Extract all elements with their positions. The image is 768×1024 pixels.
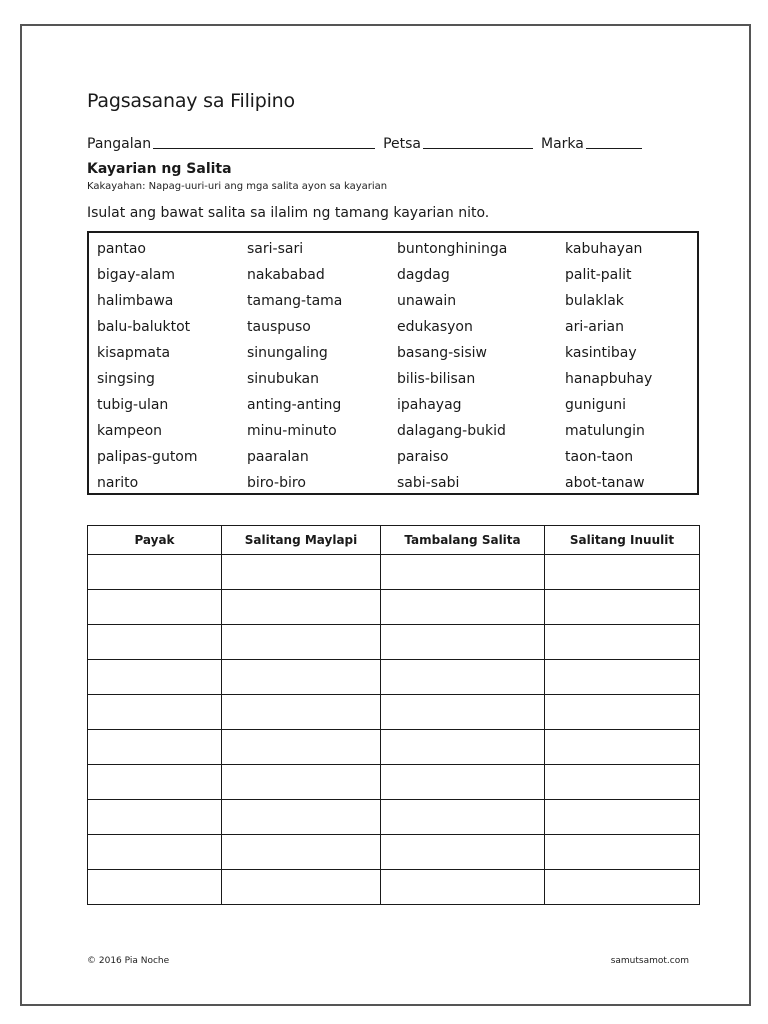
word-item: guniguni bbox=[565, 397, 627, 413]
answer-cell[interactable] bbox=[381, 660, 545, 695]
word-item: abot-tanaw bbox=[565, 475, 645, 491]
word-item: sabi-sabi bbox=[397, 475, 460, 491]
header-tambalan: Tambalang Salita bbox=[381, 526, 545, 555]
answer-cell[interactable] bbox=[381, 870, 545, 905]
answer-cell[interactable] bbox=[545, 590, 700, 625]
header-inuulit: Salitang Inuulit bbox=[545, 526, 700, 555]
header-maylapi: Salitang Maylapi bbox=[222, 526, 381, 555]
answer-table-body bbox=[88, 555, 700, 905]
answer-cell[interactable] bbox=[381, 695, 545, 730]
answer-cell[interactable] bbox=[222, 800, 381, 835]
word-item: tubig-ulan bbox=[97, 397, 169, 413]
answer-cell[interactable] bbox=[381, 555, 545, 590]
answer-row bbox=[88, 870, 700, 905]
answer-cell[interactable] bbox=[545, 625, 700, 660]
word-item: biro-biro bbox=[247, 475, 306, 491]
answer-cell[interactable] bbox=[545, 800, 700, 835]
answer-row bbox=[88, 835, 700, 870]
word-item: halimbawa bbox=[97, 293, 174, 309]
name-blank[interactable] bbox=[153, 134, 375, 149]
answer-row bbox=[88, 765, 700, 800]
student-info-row bbox=[87, 130, 699, 152]
score-blank[interactable] bbox=[586, 134, 642, 149]
answer-cell[interactable] bbox=[381, 835, 545, 870]
word-item: kabuhayan bbox=[565, 241, 643, 257]
word-column bbox=[247, 236, 397, 496]
name-label: Pangalan bbox=[87, 136, 152, 152]
footer bbox=[87, 956, 689, 966]
word-item: tamang-tama bbox=[247, 293, 343, 309]
score-label: Marka bbox=[541, 136, 584, 152]
answer-cell[interactable] bbox=[381, 800, 545, 835]
answer-cell[interactable] bbox=[545, 555, 700, 590]
answer-cell[interactable] bbox=[545, 765, 700, 800]
word-item: narito bbox=[97, 475, 139, 491]
word-item: ari-arian bbox=[565, 319, 624, 335]
worksheet-title: Pagsasanay sa Filipino bbox=[87, 90, 295, 112]
word-item: hanapbuhay bbox=[565, 371, 653, 387]
word-item: bilis-bilisan bbox=[397, 371, 476, 387]
word-item: palipas-gutom bbox=[97, 449, 198, 465]
word-item: kampeon bbox=[97, 423, 163, 439]
answer-cell[interactable] bbox=[222, 590, 381, 625]
answer-cell[interactable] bbox=[222, 730, 381, 765]
answer-cell[interactable] bbox=[381, 730, 545, 765]
answer-cell[interactable] bbox=[381, 590, 545, 625]
instruction-text: Isulat ang bawat salita sa ilalim ng tamang kayarian nito. bbox=[87, 205, 490, 221]
word-item: pantao bbox=[97, 241, 146, 257]
answer-row bbox=[88, 695, 700, 730]
answer-row bbox=[88, 660, 700, 695]
copyright-text: © 2016 Pia Noche bbox=[87, 956, 170, 966]
word-item: paraiso bbox=[397, 449, 449, 465]
answer-cell[interactable] bbox=[222, 695, 381, 730]
word-item: ipahayag bbox=[397, 397, 462, 413]
word-item: nakababad bbox=[247, 267, 325, 283]
word-item: singsing bbox=[97, 371, 155, 387]
word-item: basang-sisiw bbox=[397, 345, 487, 361]
word-column bbox=[97, 236, 247, 496]
answer-table-header-row bbox=[88, 526, 700, 555]
answer-row bbox=[88, 625, 700, 660]
answer-cell[interactable] bbox=[222, 765, 381, 800]
word-column bbox=[397, 236, 565, 496]
answer-cell[interactable] bbox=[88, 695, 222, 730]
word-bank bbox=[87, 231, 699, 495]
answer-cell[interactable] bbox=[88, 660, 222, 695]
word-item: paaralan bbox=[247, 449, 309, 465]
answer-cell[interactable] bbox=[88, 870, 222, 905]
answer-cell[interactable] bbox=[88, 590, 222, 625]
answer-cell[interactable] bbox=[222, 835, 381, 870]
answer-row bbox=[88, 590, 700, 625]
header-payak: Payak bbox=[88, 526, 222, 555]
word-item: bigay-alam bbox=[97, 267, 176, 283]
answer-cell[interactable] bbox=[222, 870, 381, 905]
word-item: buntonghininga bbox=[397, 241, 508, 257]
worksheet-page bbox=[20, 24, 751, 1006]
word-item: dagdag bbox=[397, 267, 450, 283]
answer-row bbox=[88, 800, 700, 835]
section-title: Kayarian ng Salita bbox=[87, 161, 232, 177]
word-item: minu-minuto bbox=[247, 423, 337, 439]
word-item: palit-palit bbox=[565, 267, 632, 283]
word-item: sinungaling bbox=[247, 345, 328, 361]
answer-cell[interactable] bbox=[545, 695, 700, 730]
word-item: sari-sari bbox=[247, 241, 304, 257]
word-item: unawain bbox=[397, 293, 457, 309]
word-item: dalagang-bukid bbox=[397, 423, 506, 439]
word-item: anting-anting bbox=[247, 397, 342, 413]
answer-cell[interactable] bbox=[545, 835, 700, 870]
answer-cell[interactable] bbox=[545, 730, 700, 765]
answer-cell[interactable] bbox=[222, 625, 381, 660]
answer-row bbox=[88, 730, 700, 765]
word-column bbox=[565, 236, 705, 496]
answer-row bbox=[88, 555, 700, 590]
word-item: sinubukan bbox=[247, 371, 320, 387]
site-text: samutsamot.com bbox=[610, 956, 689, 966]
answer-cell[interactable] bbox=[88, 800, 222, 835]
word-item: matulungin bbox=[565, 423, 645, 439]
word-item: edukasyon bbox=[397, 319, 473, 335]
answer-table bbox=[87, 525, 700, 905]
answer-cell[interactable] bbox=[88, 765, 222, 800]
word-item: tauspuso bbox=[247, 319, 311, 335]
answer-cell[interactable] bbox=[545, 870, 700, 905]
answer-cell[interactable] bbox=[88, 730, 222, 765]
word-item: taon-taon bbox=[565, 449, 634, 465]
word-item: balu-baluktot bbox=[97, 319, 191, 335]
word-item: kisapmata bbox=[97, 345, 171, 361]
word-item: kasintibay bbox=[565, 345, 637, 361]
answer-cell[interactable] bbox=[545, 660, 700, 695]
answer-cell[interactable] bbox=[222, 660, 381, 695]
answer-cell[interactable] bbox=[88, 555, 222, 590]
answer-cell[interactable] bbox=[222, 555, 381, 590]
answer-cell[interactable] bbox=[88, 625, 222, 660]
answer-cell[interactable] bbox=[381, 765, 545, 800]
skill-description: Kakayahan: Napag-uuri-uri ang mga salita ayon sa kayarian bbox=[87, 181, 388, 192]
worksheet-content bbox=[87, 90, 699, 905]
answer-cell[interactable] bbox=[381, 625, 545, 660]
word-item: bulaklak bbox=[565, 293, 624, 309]
date-label: Petsa bbox=[383, 136, 421, 152]
answer-cell[interactable] bbox=[88, 835, 222, 870]
date-blank[interactable] bbox=[423, 134, 533, 149]
